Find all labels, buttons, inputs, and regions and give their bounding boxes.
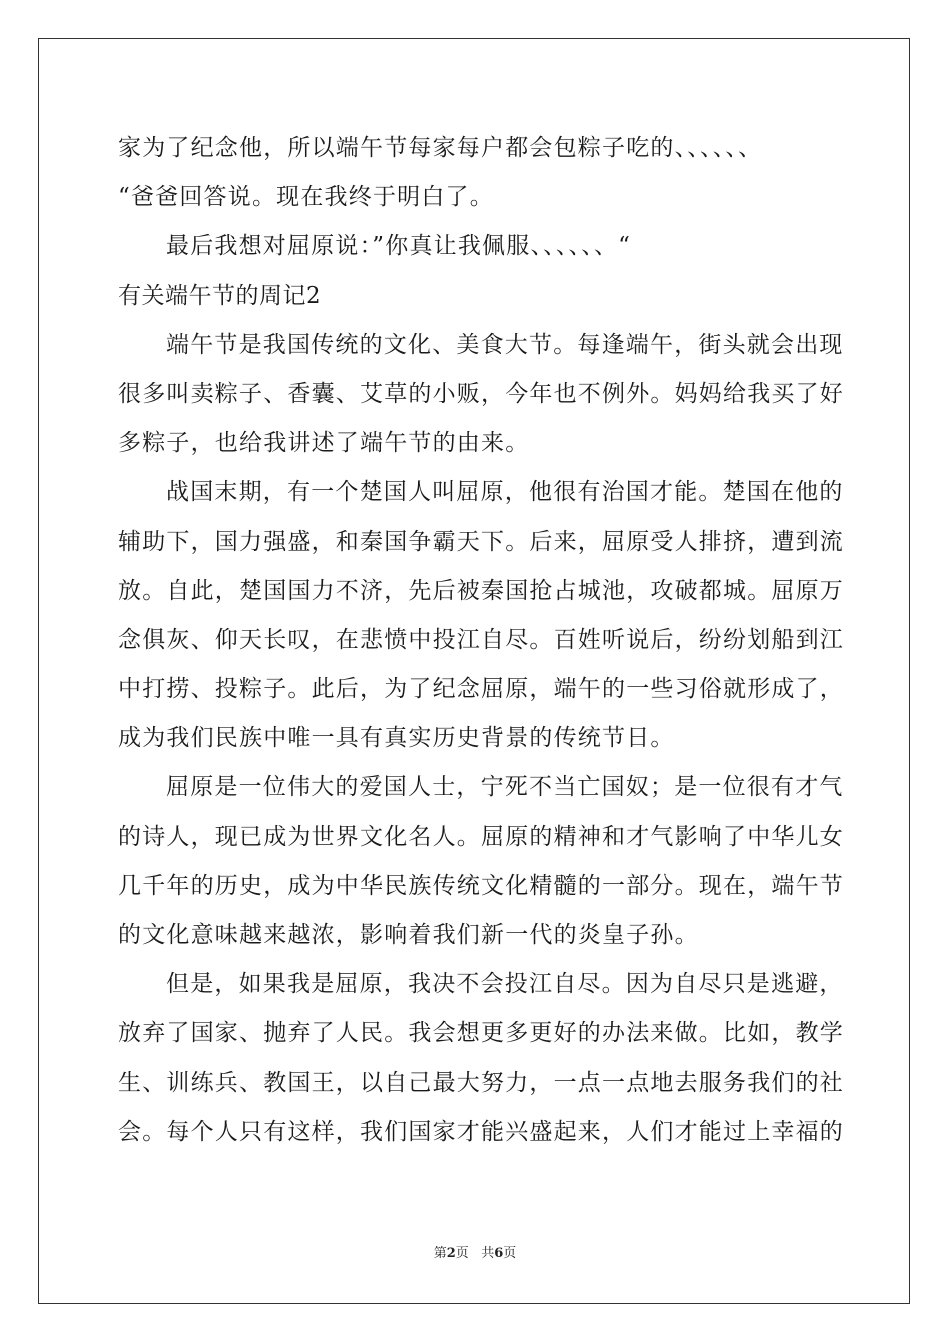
text-line: 的诗人，现已成为世界文化名人。屈原的精神和才气影响了中华儿女 bbox=[118, 823, 844, 850]
paragraph-start: 最后我想对屈原说：”你真让我佩服、、、、、、“ bbox=[166, 233, 632, 260]
paragraph-start: 战国末期，有一个楚国人叫屈原，他很有治国才能。楚国在他的 bbox=[166, 479, 844, 506]
paragraph-start: 端午节是我国传统的文化、美食大节。每逢端午，街头就会出现 bbox=[166, 331, 844, 358]
text-line: “爸爸回答说。现在我终于明白了。 bbox=[118, 184, 494, 211]
text-line: 成为我们民族中唯一具有真实历史背景的传统节日。 bbox=[118, 725, 675, 752]
text-line: 放。自此，楚国国力不济，先后被秦国抢占城池，攻破都城。屈原万 bbox=[118, 577, 844, 604]
text-line: 念俱灰、仰天长叹，在悲愤中投江自尽。百姓听说后，纷纷划船到江 bbox=[118, 626, 844, 653]
page-footer bbox=[0, 1245, 950, 1263]
text-line: 多粽子，也给我讲述了端午节的由来。 bbox=[118, 430, 530, 457]
text-line: 的文化意味越来越浓，影响着我们新一代的炎皇子孙。 bbox=[118, 922, 699, 948]
text-line: 很多叫卖粽子、香囊、艾草的小贩，今年也不例外。妈妈给我买了好 bbox=[118, 380, 844, 407]
paragraph-start: 但是，如果我是屈原，我决不会投江自尽。因为自尽只是逃避， bbox=[166, 971, 844, 998]
text-line: 家为了纪念他，所以端午节每家每户都会包粽子吃的、、、、、、 bbox=[118, 135, 763, 161]
text-line: 中打捞、投粽子。此后，为了纪念屈原，端午的一些习俗就形成了， bbox=[118, 676, 844, 703]
text-line: 辅助下，国力强盛，和秦国争霸天下。后来，屈原受人排挤，遭到流 bbox=[118, 528, 844, 555]
text-line: 几千年的历史，成为中华民族传统文化精髓的一部分。现在，端午节 bbox=[118, 872, 844, 899]
text-line: 会。每个人只有这样，我们国家才能兴盛起来，人们才能过上幸福的 bbox=[118, 1118, 844, 1145]
document-body bbox=[118, 124, 844, 1157]
text-line: 生、训练兵、教国王，以自己最大努力，一点一点地去服务我们的社 bbox=[118, 1069, 844, 1096]
paragraph-start: 屈原是一位伟大的爱国人士，宁死不当亡国奴；是一位很有才气 bbox=[166, 774, 844, 801]
page-total: 共6页 bbox=[481, 1246, 517, 1261]
text-line: 放弃了国家、抛弃了人民。我会想更多更好的办法来做。比如，教学 bbox=[118, 1020, 844, 1047]
section-title: 有关端午节的周记2 bbox=[118, 282, 322, 309]
page-number: 第2页 bbox=[433, 1246, 469, 1261]
